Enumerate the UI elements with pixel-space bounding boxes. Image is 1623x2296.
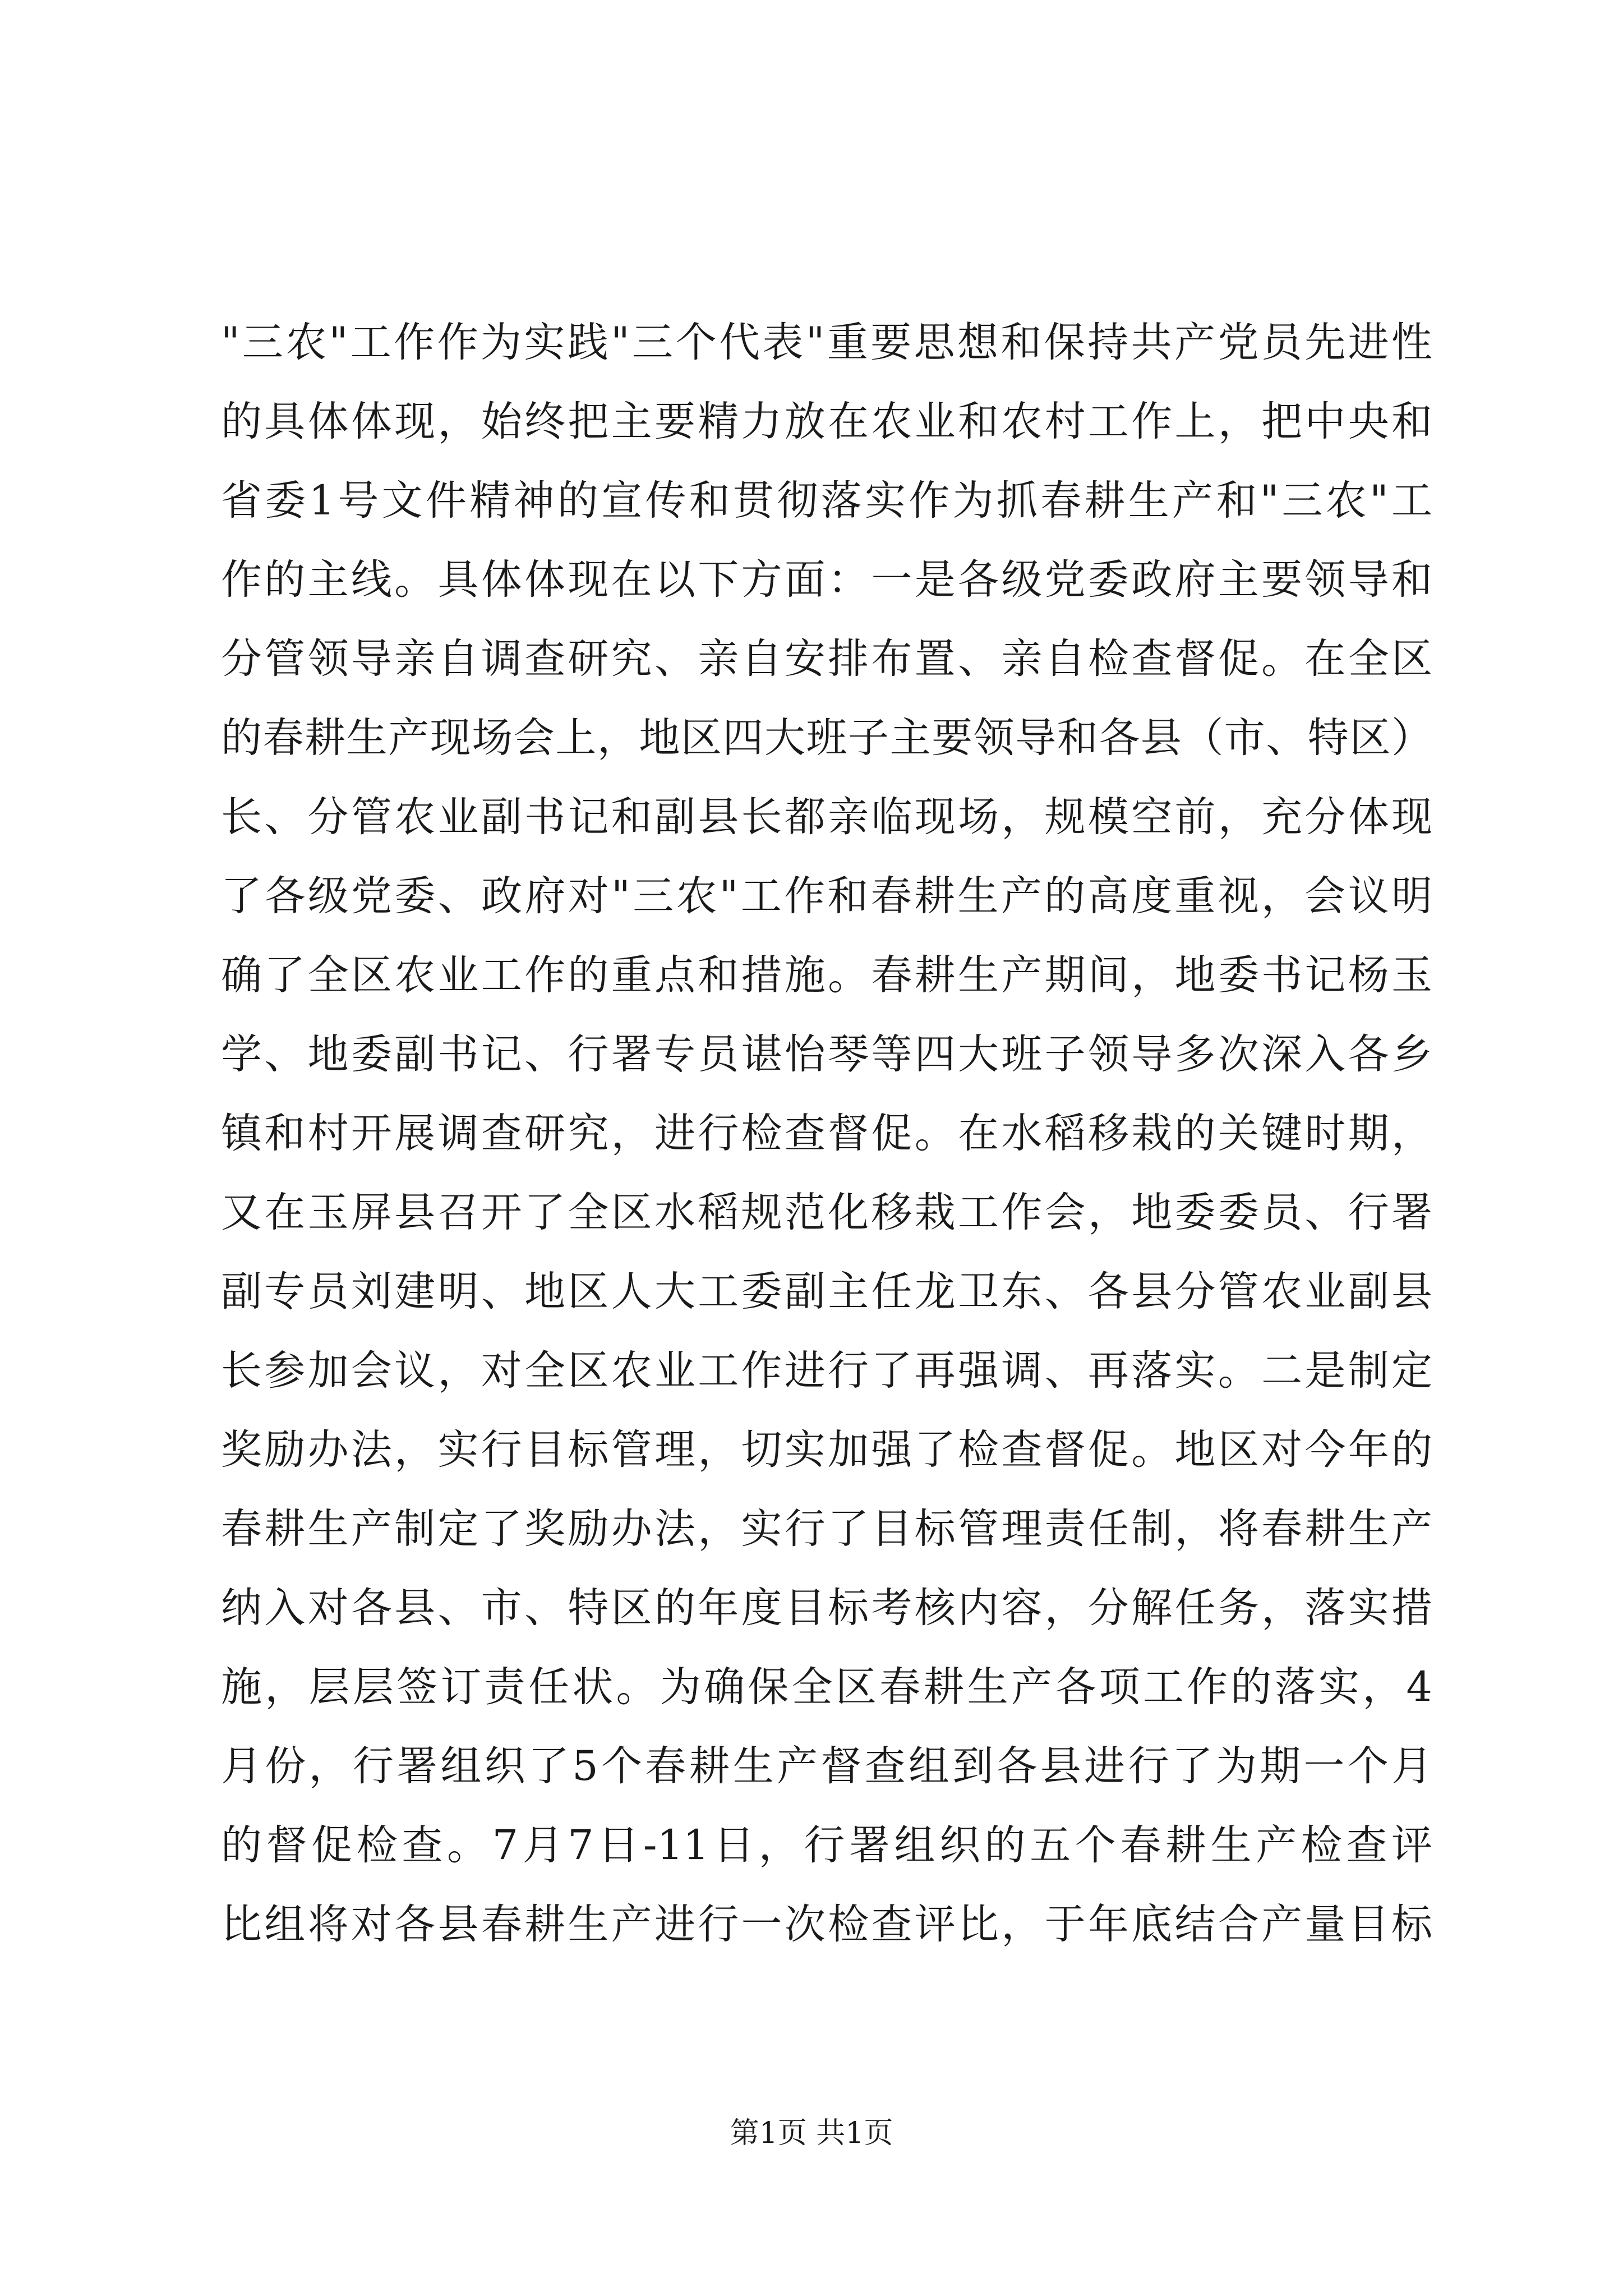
text-line: 又在玉屏县召开了全区水稻规范化移栽工作会，地委委员、行署 (221, 1189, 1432, 1236)
text-line: 比组将对各县春耕生产进行一次检查评比，于年底结合产量目标 (221, 1901, 1432, 1948)
body-paragraph (221, 303, 1432, 1964)
text-line: 作的主线。具体体现在以下方面：一是各级党委政府主要领导和 (221, 556, 1432, 604)
text-line: 了各级党委、政府对"三农"工作和春耕生产的高度重视，会议明 (221, 872, 1432, 920)
text-line: 长参加会议，对全区农业工作进行了再强调、再落实。二是制定 (221, 1347, 1432, 1395)
text-line: 分管领导亲自调查研究、亲自安排布置、亲自检查督促。在全区 (221, 635, 1432, 683)
page-number-footer: 第1页 共1页 (730, 2116, 893, 2150)
text-line: 副专员刘建明、地区人大工委副主任龙卫东、各县分管农业副县 (221, 1268, 1432, 1315)
text-line: 的督促检查。7月7日-11日，行署组织的五个春耕生产检查评 (221, 1821, 1432, 1869)
text-line: 长、分管农业副书记和副县长都亲临现场，规模空前，充分体现 (221, 793, 1432, 841)
text-line: 奖励办法，实行目标管理，切实加强了检查督促。地区对今年的 (221, 1426, 1432, 1474)
text-line: 镇和村开展调查研究，进行检查督促。在水稻移栽的关键时期， (221, 1110, 1432, 1157)
text-line: 纳入对各县、市、特区的年度目标考核内容，分解任务，落实措 (221, 1584, 1432, 1632)
text-line: 月份，行署组织了5个春耕生产督查组到各县进行了为期一个月 (221, 1742, 1432, 1790)
text-line: 的具体体现，始终把主要精力放在农业和农村工作上，把中央和 (221, 398, 1432, 445)
text-line: 学、地委副书记、行署专员谌怡琴等四大班子领导多次深入各乡 (221, 1030, 1432, 1078)
text-line: 春耕生产制定了奖励办法，实行了目标管理责任制，将春耕生产 (221, 1505, 1432, 1553)
text-line: 确了全区农业工作的重点和措施。春耕生产期间，地委书记杨玉 (221, 951, 1432, 999)
text-line: "三农"工作作为实践"三个代表"重要思想和保持共产党员先进性 (221, 319, 1432, 366)
text-line: 施，层层签订责任状。为确保全区春耕生产各项工作的落实，4 (221, 1663, 1432, 1711)
text-line: 的春耕生产现场会上，地区四大班子主要领导和各县（市、特区） (221, 714, 1432, 762)
text-line: 省委1号文件精神的宣传和贯彻落实作为抓春耕生产和"三农"工 (221, 477, 1432, 524)
